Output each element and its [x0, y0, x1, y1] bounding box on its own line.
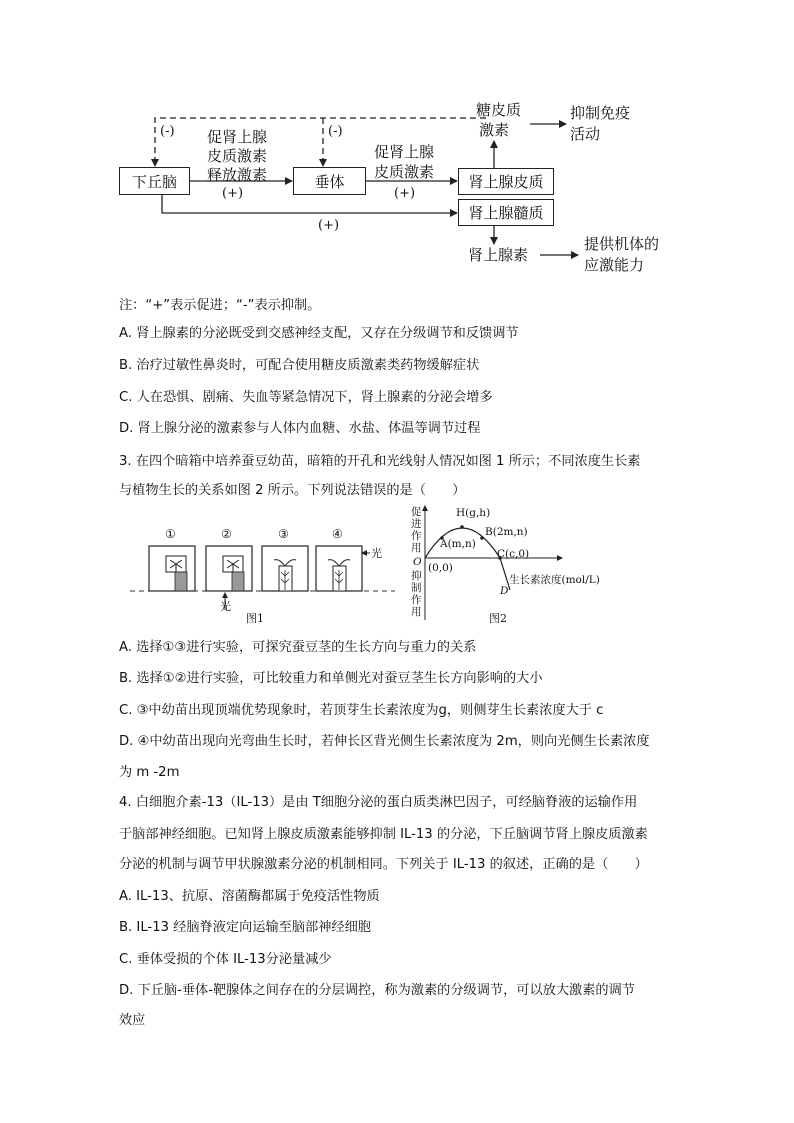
box-number-2: ② [221, 527, 232, 541]
pituitary-box: 垂体 [293, 167, 366, 195]
origin-label: (0,0) [428, 562, 453, 574]
note-text: 注：“+”表示促进；“-”表示抑制。 [119, 298, 321, 313]
q4-option-a: A. IL-13、抗原、溶菌酶都属于免疫活性物质 [119, 889, 380, 904]
promote-label-2: (+) [394, 186, 416, 201]
y-axis-inhibit-label: 抑 制 作 用 [411, 570, 422, 618]
box-number-1: ① [165, 527, 176, 541]
q4-option-d: D. 下丘脑-垂体-靶腺体之间存在的分层调控，称为激素的分级调节，可以放大激素的调节 [119, 983, 635, 998]
q2-option-b: B. 治疗过敏性鼻炎时，可配合使用糖皮质激素类药物缓解症状 [119, 358, 480, 373]
q3-option-d: D. ④中幼苗出现向光弯曲生长时，若伸长区背光侧生长素浓度为 2m，则向光侧生长素浓度 [119, 734, 650, 749]
glucocorticoid-label-2: 激素 [479, 121, 510, 139]
figure-2-caption: 图2 [489, 612, 507, 625]
box-number-4: ④ [332, 527, 343, 541]
immune-label-1: 抑制免疫 [570, 104, 631, 122]
point-b-label: B(2m,n) [485, 526, 528, 538]
immune-label-2: 活动 [570, 125, 601, 143]
inhibit-label-1: (-) [160, 124, 175, 139]
promote-label-3: (+) [318, 218, 340, 233]
light-label-bottom: 光 [220, 600, 231, 613]
q2-option-c: C. 人在恐惧、剧痛、失血等紧急情况下，肾上腺素的分泌会增多 [119, 390, 493, 405]
y-axis-promote-label: 促 进 作 用 [411, 506, 422, 554]
crh-label-1: 促肾上腺 [207, 128, 268, 146]
q4-stem-line3: 分泌的机制与调节甲状腺激素分泌的机制相同。下列关于 IL-13 的叙述，正确的是（ ） [119, 857, 648, 872]
q4-stem-line1: 4. 白细胞介素-13（IL-13）是由 T细胞分泌的蛋白质类淋巴因子，可经脑脊液的运输作用 [119, 795, 638, 810]
inhibit-label-2: (-) [328, 124, 343, 139]
q4-option-c: C. 垂体受损的个体 IL-13分泌量减少 [119, 952, 332, 967]
q2-option-d: D. 肾上腺分泌的激素参与人体内血糖、水盐、体温等调节过程 [119, 421, 481, 436]
q3-option-c: C. ③中幼苗出现顶端优势现象时，若顶芽生长素浓度为g，则侧芽生长素浓度大于 c [119, 703, 604, 718]
q3-option-a: A. 选择①③进行实验，可探究蚕豆茎的生长方向与重力的关系 [119, 640, 477, 655]
y-axis-origin-label: O [413, 556, 422, 568]
q4-stem-line2: 于脑部神经细胞。已知肾上腺皮质激素能够抑制 IL-13 的分泌，下丘脑调节肾上腺皮质激素 [119, 827, 648, 842]
x-axis-label: 生长素浓度(mol/L) [509, 574, 600, 586]
q3-stem-line2: 与植物生长的关系如图 2 所示。下列说法错误的是（ ） [119, 483, 466, 498]
q4-option-d-cont: 效应 [119, 1013, 146, 1028]
hypothalamus-box: 下丘脑 [119, 167, 190, 195]
point-a-label: A(m,n) [440, 538, 476, 550]
stress-label-2: 应激能力 [584, 256, 645, 274]
point-d-label: D [500, 585, 509, 597]
point-c-label: C(c,0) [497, 548, 530, 560]
promote-label-1: (+) [222, 186, 244, 201]
q3-option-b: B. 选择①②进行实验，可比较重力和单侧光对蚕豆茎生长方向影响的大小 [119, 671, 543, 686]
box-number-3: ③ [278, 527, 289, 541]
q4-option-b: B. IL-13 经脑脊液定向运输至脑部神经细胞 [119, 920, 371, 935]
figure-1-caption: 图1 [246, 612, 264, 625]
acth-label-2: 皮质激素 [374, 163, 435, 181]
epinephrine-label: 肾上腺素 [468, 246, 529, 264]
q3-option-d-cont: 为 m -2m [119, 765, 180, 780]
adrenal-medulla-box: 肾上腺髓质 [458, 199, 554, 226]
stress-label-1: 提供机体的 [584, 235, 660, 253]
q3-stem-line1: 3. 在四个暗箱中培养蚕豆幼苗，暗箱的开孔和光线射人情况如图 1 所示；不同浓度生长素 [119, 454, 641, 469]
glucocorticoid-label-1: 糖皮质 [476, 101, 522, 119]
acth-label-1: 促肾上腺 [374, 143, 435, 161]
point-h-label: H(g,h) [456, 507, 491, 519]
adrenal-cortex-box: 肾上腺皮质 [458, 168, 554, 195]
q2-option-a: A. 肾上腺素的分泌既受到交感神经支配，又存在分级调节和反馈调节 [119, 326, 519, 341]
crh-label-2: 皮质激素 [207, 147, 268, 165]
crh-label-3: 释放激素 [207, 166, 268, 184]
light-label-right: 光 [371, 547, 382, 560]
